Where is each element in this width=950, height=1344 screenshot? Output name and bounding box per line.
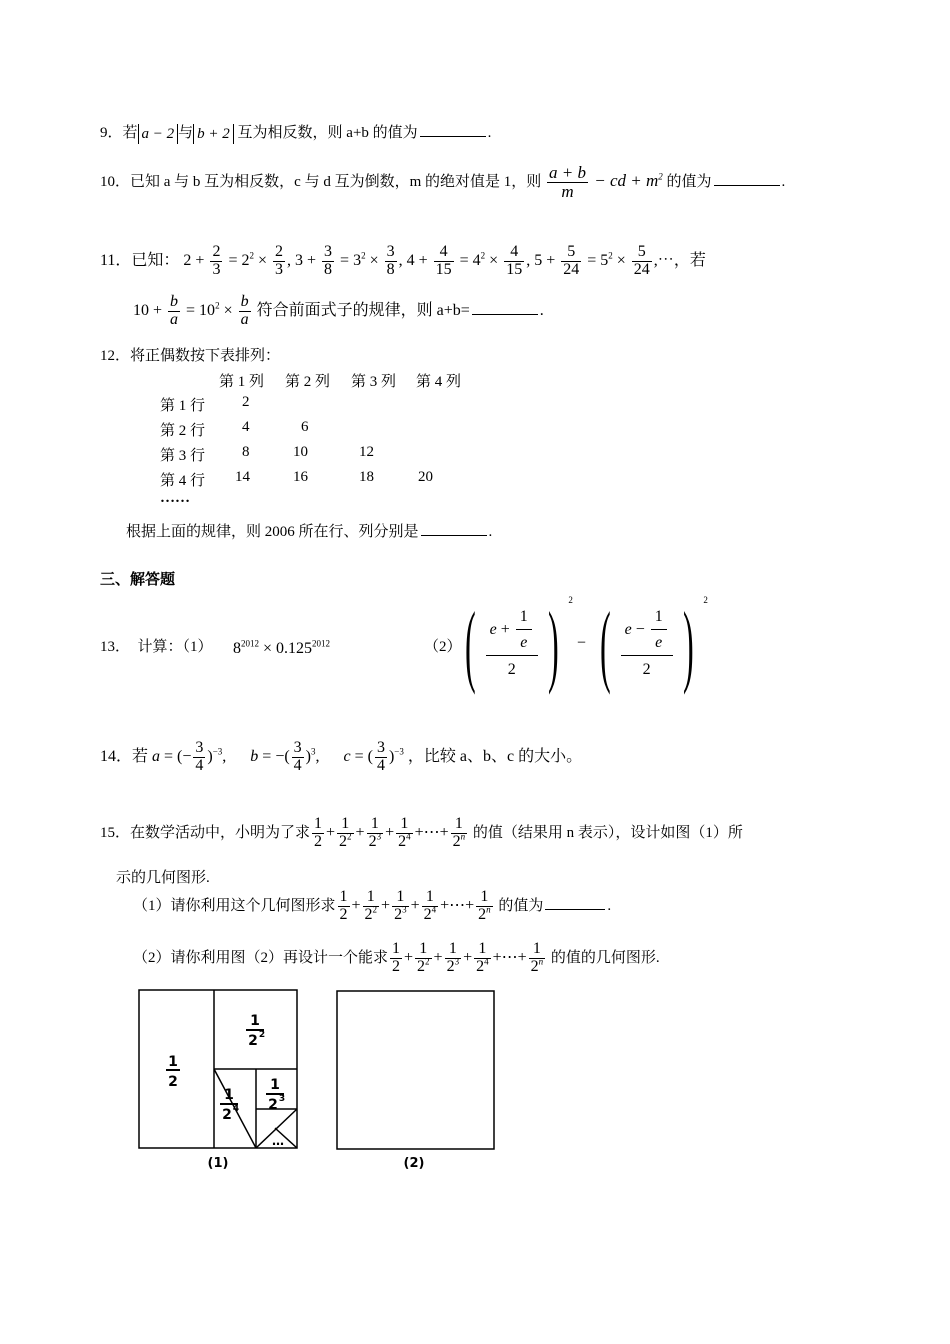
abs-a-minus-2: a − 2: [138, 124, 179, 144]
question-15: 15．在数学活动中，小明为了求 $\frac{1}{2}$ + $\frac{1}{2^2}$ + $\frac{1}{2^3}$ + $\frac{1}{2^4}$ +⋯+ $\frac{1}{2^n}$ 的值（结果用 n 表示），设计如图（1）所: [100, 815, 743, 850]
question-11-line2: 10 + $\frac{b}{a}$ = $10^2$ × $\frac{b}{a}$ 符合前面式子的规律，则 a+b= .: [133, 293, 544, 328]
table-cell: 8: [242, 444, 250, 460]
question-15-part2: （2）请你利用图（2）再设计一个能求 $\frac{1}{2}$ + $\frac{1}{2^2}$ + $\frac{1}{2^3}$ + $\frac{1}{2^4}$ +⋯+ $\frac{1}{2^n}$ 的值的几何图形.: [133, 940, 660, 975]
figure-2-caption: (2): [403, 1156, 425, 1171]
figure-2: [333, 985, 503, 1175]
table-cell: 6: [301, 419, 309, 435]
col-header-4: 第 4 列: [416, 374, 462, 390]
fig1-half-den: 2: [168, 1074, 178, 1090]
col-header-2: 第 2 列: [285, 374, 331, 390]
table-cell: 2: [242, 394, 250, 410]
q13-part1-expression: $8^{2012} \times 0.125^{2012}$: [233, 638, 331, 657]
question-14: 14．若 a = (− $\frac{3}{4}$ )$^{-3}$, b = −( $\frac{3}{4}$ )$^3$, c = ( $\frac{3}{4}$ )$^{-3}$ ，比较 a、b、c 的大小。: [100, 739, 583, 774]
table-cell: 4: [242, 419, 250, 435]
table-ellipsis: ……: [160, 490, 190, 506]
q10-expression: − cd + $m^2$: [589, 170, 663, 190]
table-cell: 18: [359, 469, 374, 485]
q10-text-a: 10．已知 a 与 b 互为相反数，c 与 d 互为倒数，m 的绝对值是 1，则: [100, 173, 542, 190]
q10-text-b: 的值为: [666, 173, 712, 190]
fig1-half-num: 1: [168, 1054, 178, 1070]
question-9: 9．若 a − 2 与 b + 2 互为相反数，则 a+b 的值为 .: [100, 125, 492, 142]
q13-part2-label: （2）: [424, 639, 462, 655]
q9-number: 9．若: [100, 125, 138, 141]
figure-1: [135, 985, 305, 1175]
svg-text:4: 4: [232, 1104, 240, 1114]
svg-text:1: 1: [250, 1013, 260, 1029]
svg-text:1: 1: [270, 1077, 280, 1093]
col-header-3: 第 3 列: [351, 374, 397, 390]
table-cell: 16: [293, 469, 308, 485]
q11-text: 符合前面式子的规律，则 a+b=: [256, 301, 470, 319]
fig1-ellipsis: …: [272, 1134, 284, 1148]
q12-answer-blank[interactable]: [421, 523, 487, 536]
svg-text:3: 3: [278, 1094, 286, 1104]
svg-text:1: 1: [224, 1087, 234, 1103]
section-heading: 三、解答题: [100, 570, 176, 588]
svg-text:2: 2: [258, 1030, 266, 1040]
q9-and: 与: [178, 125, 194, 141]
q11-answer-blank[interactable]: [472, 302, 538, 315]
question-13-label: 13． 计算：（1）: [100, 639, 213, 655]
q11-label: 11．已知：: [100, 251, 180, 269]
question-12-ask: 根据上面的规律，则 2006 所在行、列分别是 .: [126, 524, 493, 540]
row-label-2: 第 2 行: [160, 423, 206, 439]
table-cell: 20: [418, 469, 433, 485]
svg-text:2: 2: [248, 1033, 258, 1049]
svg-text:2: 2: [222, 1107, 232, 1123]
question-15-part1: （1）请你利用这个几何图形求 $\frac{1}{2}$ + $\frac{1}{2^2}$ + $\frac{1}{2^3}$ + $\frac{1}{2^4}$ +⋯+ $\frac{1}{2^n}$ 的值为 .: [133, 888, 612, 923]
q10-answer-blank[interactable]: [714, 173, 780, 186]
figure-2-square: [337, 991, 494, 1149]
question-11: 11．已知： 2 + $\frac{2}{3}$ = $2^2$ × $\frac{2}{3}$ , 3 + $\frac{3}{8}$ = $3^2$ × $\frac{3}{8}$ , 4 + $\frac{4}{15}$ = $4^2$ × $\frac{4}{15}$ , 5 + $\frac{5}{24}$ = $5^2$ × $\frac{5}{24}$ ,⋯，若: [100, 243, 706, 278]
table-cell: 10: [293, 444, 308, 460]
svg-text:2: 2: [268, 1097, 278, 1113]
q9-text: 互为相反数，则 a+b 的值为: [237, 125, 418, 141]
q15-answer-blank[interactable]: [545, 897, 605, 910]
q9-answer-blank[interactable]: [420, 124, 486, 137]
row-label-3: 第 3 行: [160, 448, 206, 464]
table-cell: 12: [359, 444, 374, 460]
question-10: 10．已知 a 与 b 互为相反数，c 与 d 互为倒数，m 的绝对值是 1，则 $\frac{a + b}{m}$ − cd + $m^2$ 的值为 .: [100, 163, 786, 201]
question-12: 12．将正偶数按下表排列：: [100, 348, 281, 364]
question-15-line2: 示的几何图形.: [116, 870, 210, 886]
col-header-1: 第 1 列: [219, 374, 265, 390]
row-label-1: 第 1 行: [160, 398, 206, 414]
figure-1-caption: (1): [207, 1156, 229, 1171]
fraction-a-plus-b-over-m: $\frac{a + b}{m}$: [549, 163, 586, 201]
table-cell: 14: [235, 469, 250, 485]
row-label-4: 第 4 行: [160, 473, 206, 489]
q13-part2-expression: ( e + $\frac{1}{e}$ 2 ) $^2$ − ( e − $\frac{1}{e}$ 2 ) $^2$: [464, 593, 708, 695]
abs-b-plus-2: b + 2: [193, 124, 234, 144]
